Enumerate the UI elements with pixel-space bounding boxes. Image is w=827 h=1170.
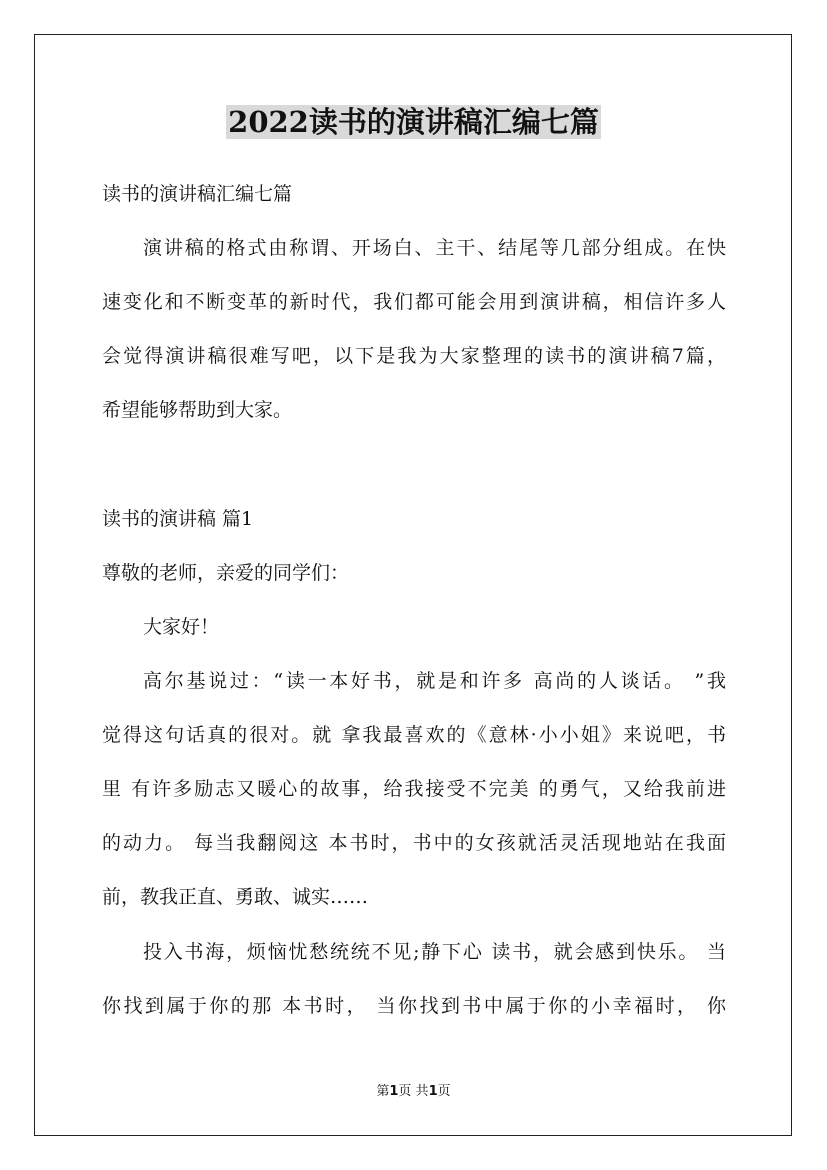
intro-line: 会觉得演讲稿很难写吧，以下是我为大家整理的读书的演讲稿7篇， [102, 345, 726, 367]
intro-line: 演讲稿的格式由称谓、开场白、主干、结尾等几部分组成。在快 [143, 237, 726, 259]
document-subtitle: 读书的演讲稿汇编七篇 [102, 183, 293, 205]
paragraph-line: 的动力。 每当我翻阅这 本书时，书中的女孩就活灵活现地站在我面 [102, 832, 726, 854]
page-footer [0, 1082, 827, 1102]
document-title [0, 100, 827, 144]
paragraph-line: 投入书海，烦恼忧愁统统不见;静下心 读书，就会感到快乐。 当 [143, 941, 726, 963]
intro-line: 希望能够帮助到大家。 [102, 399, 293, 421]
paragraph-line: 觉得这句话真的很对。就 拿我最喜欢的《意林·小小姐》来说吧，书 [102, 724, 726, 746]
footer-prefix: 第 [376, 1084, 390, 1099]
paragraph-line: 里 有许多励志又暖心的故事，给我接受不完美 的勇气，又给我前进 [102, 778, 726, 800]
salutation: 尊敬的老师，亲爱的同学们： [102, 562, 350, 584]
document-title-text: 2022读书的演讲稿汇编七篇 [228, 105, 599, 139]
paragraph-line: 前，教我正直、勇敢、诚实…… [102, 886, 369, 908]
footer-page-total: 1 [428, 1084, 438, 1099]
intro-line: 速变化和不断变革的新时代，我们都可能会用到演讲稿，相信许多人 [102, 291, 726, 313]
footer-page-number: 1 [389, 1084, 399, 1099]
footer-mid: 页 共 [398, 1084, 429, 1099]
section-heading: 读书的演讲稿 篇1 [102, 508, 254, 530]
paragraph-line: 你找到属于你的那 本书时， 当你找到书中属于你的小幸福时， 你 [102, 995, 726, 1017]
paragraph-line: 高尔基说过：“读一本好书，就是和许多 高尚的人谈话。 ”我 [143, 670, 726, 692]
greeting: 大家好！ [143, 616, 220, 638]
footer-suffix: 页 [437, 1084, 451, 1099]
